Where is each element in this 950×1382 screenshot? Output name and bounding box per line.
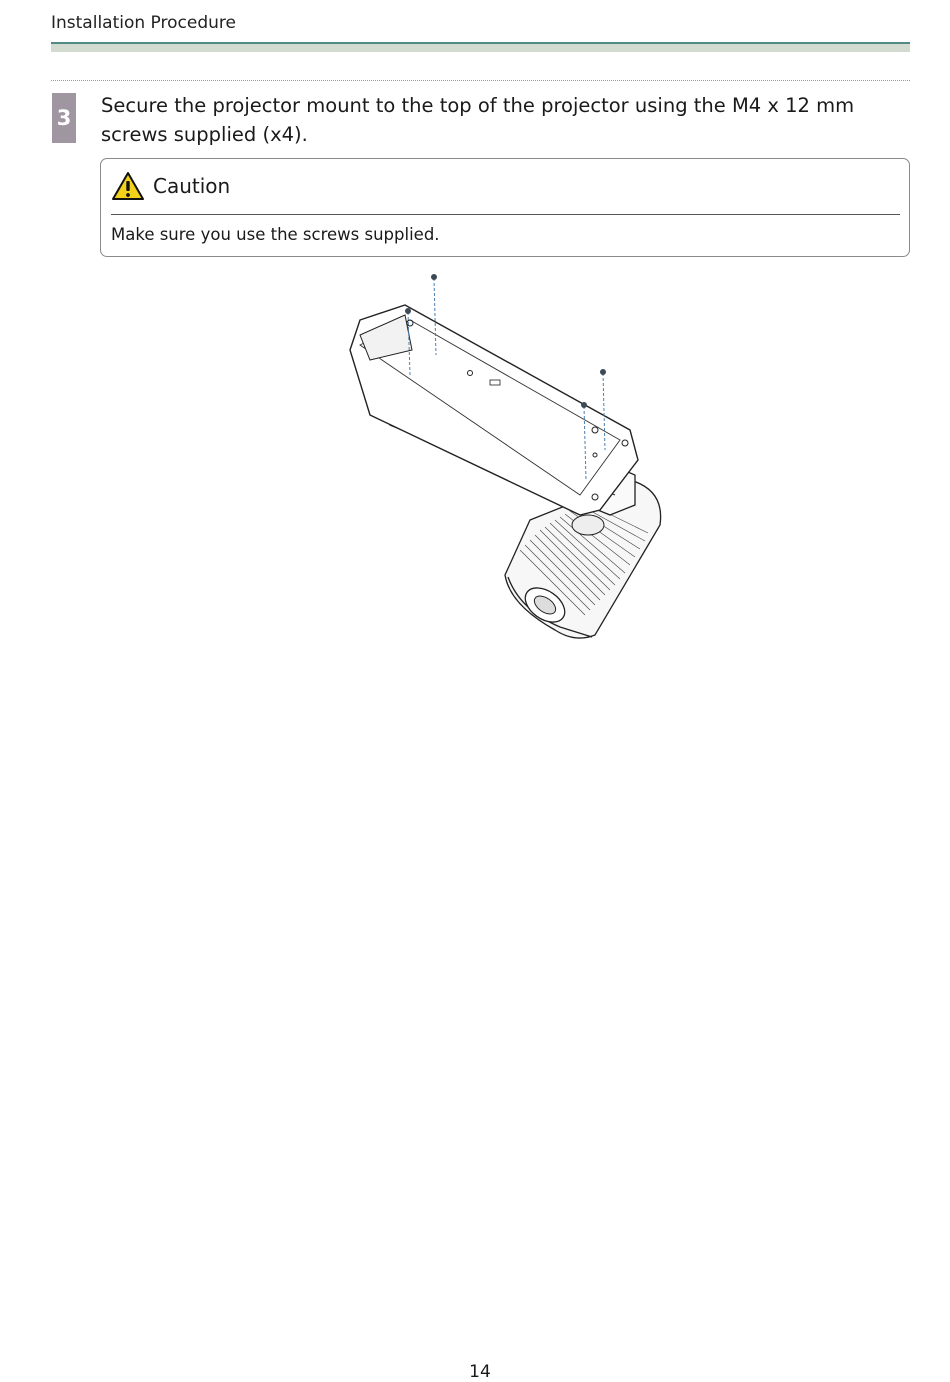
page-number: 14	[469, 1362, 491, 1382]
step-number-badge: 3	[52, 93, 76, 143]
page-header-title: Installation Procedure	[51, 13, 236, 33]
header-rule	[51, 42, 910, 52]
mounting-plate	[350, 305, 638, 515]
caution-title: Caution	[153, 174, 231, 198]
caution-header	[111, 169, 230, 203]
caution-text: Make sure you use the screws supplied.	[111, 225, 440, 244]
step-instruction: Secure the projector mount to the top of the projector using the M4 x 12 mm screws supplied (x4).	[101, 94, 855, 146]
warning-triangle-icon	[111, 171, 145, 201]
section-divider	[51, 80, 910, 81]
caution-divider	[111, 214, 900, 215]
projector-mount-illustration	[330, 265, 680, 650]
caution-box	[100, 158, 910, 257]
